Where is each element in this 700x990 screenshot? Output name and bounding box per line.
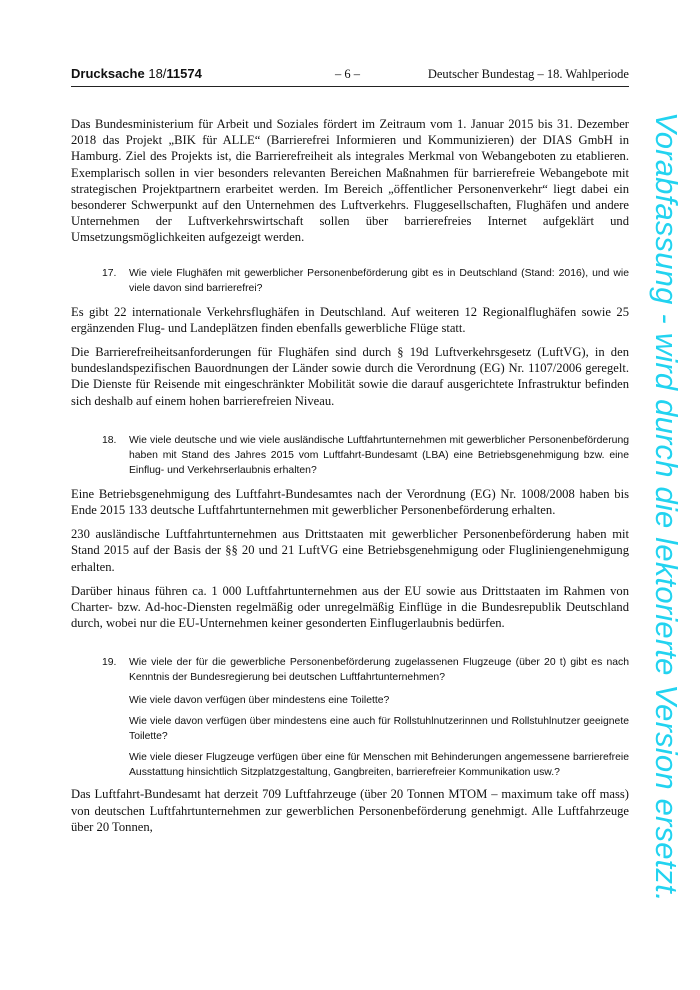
- question-18: [71, 433, 629, 478]
- document-label: Drucksache: [71, 66, 145, 81]
- paragraph-bik-project: Das Bundesministerium für Arbeit und Soziales fördert im Zeitraum vom 1. Januar 2015 bis 31. Dezember 2018 das Projekt „BIK für ALLE“ (Barrierefrei Informieren und Kommunizieren) der DIAS GmbH in Hamburg. Ziel des Projekts ist, die Barrierefreiheit als integrales Merkmal von Webangeboten zu etablieren. Exemplarisch sollen in vier besonders relevanten Bereichen Maßnahmen für barrierefreie Webangebote mit strategischen Projektpartnern erarbeitet werden. Im Bereich „öffentlicher Personenverkehr“ liegt dabei ein besonderer Schwerpunkt auf den Unternehmen des Luftverkehrs. Fluggesellschaften, Flughäfen und andere Unternehmen der Luftverkehrswirtschaft sollen über barrierefreies Internet aufgeklärt und Umsetzungsmöglichkeiten aufgezeigt werden.: [71, 117, 629, 245]
- question-text: Wie viele Flughäfen mit gewerblicher Personenbeförderung gibt es in Deutschland (Stand: 2016), und wie viele davon sind barrierefrei?: [129, 267, 629, 294]
- answer-18-paragraph-3: Darüber hinaus führen ca. 1 000 Luftfahrtunternehmen aus der EU sowie aus Drittstaaten im Rahmen von Charter- bzw. Ad-hoc-Diensten regelmäßig oder unregelmäßig Einflüge in die Bundesrepublik Deutschland durch, wobei nur die EU-Unternehmen keiner gesonderten Einflugerlaubnis bedürfen.: [71, 583, 629, 631]
- question-number: 19.: [102, 657, 117, 669]
- watermark-text: Vorabfassung - wird durch die lektorierte Version ersetzt.: [649, 112, 684, 902]
- answer-18-paragraph-2: 230 ausländische Luftfahrtunternehmen aus Drittstaaten mit gewerblicher Personenbeförderung haben mit Stand 2015 auf der Basis der §§ 20 und 21 LuftVG eine Betriebsgenehmigung oder Flugliniengenehmigung erhalten.: [71, 527, 629, 574]
- answer-17-paragraph-1: Es gibt 22 internationale Verkehrsflughäfen in Deutschland. Auf weiteren 12 Regionalflughäfen sowie 25 ergänzenden Flug- und Landeplätzen finden ebenfalls gewerbliche Flüge statt.: [71, 304, 629, 335]
- page-header: [71, 64, 629, 87]
- question-19-sub-1: Wie viele davon verfügen über mindestens eine Toilette?: [129, 695, 390, 707]
- question-17: [71, 266, 629, 296]
- question-19-sub-3: Wie viele dieser Flugzeuge verfügen über eine für Menschen mit Behinderungen angemessene barrierefreie Ausstattung hinsichtlich Sitzplatzgestaltung, Gangbreiten, barrierefreier Kommunikation usw.?: [129, 752, 629, 779]
- document-number-prefix: 18/: [148, 66, 167, 81]
- page-number: – 6 –: [335, 67, 360, 81]
- question-19: [71, 655, 629, 685]
- document-reference: [71, 66, 202, 81]
- page-body: [71, 116, 629, 843]
- answer-17-paragraph-2: Die Barrierefreiheitsanforderungen für Flughäfen sind durch § 19d Luftverkehrsgesetz (LuftVG), in den bundeslandspezifischen Bauordnungen der Länder sowie durch die Verordnung (EG) Nr. 1107/2006 geregelt. Die Dienste für Reisende mit eingeschränkter Mobilität sowie die darauf ausgerichtete Infrastruktur befinden sich deshalb auf einem hohen barrierefreien Niveau.: [71, 345, 629, 408]
- answer-19-paragraph-1: Das Luftfahrt-Bundesamt hat derzeit 709 Luftfahrzeuge (über 20 Tonnen MTOM – maximum take off mass) von deutschen Luftfahrtunternehmen zur gewerblichen Personenbeförderung genehmigt. Alle Luftfahrzeuge über 20 Tonnen,: [71, 787, 629, 834]
- draft-watermark: [644, 112, 690, 912]
- question-text: Wie viele deutsche und wie viele ausländische Luftfahrtunternehmen mit gewerblicher Personenbeförderung haben mit Stand des Jahres 2015 vom Luftfahrt-Bundesamt (LBA) eine Betriebsgenehmigung bzw. eine Einflug- und Verkehrserlaubnis erhalten?: [129, 434, 629, 476]
- answer-18-paragraph-1: Eine Betriebsgenehmigung des Luftfahrt-Bundesamtes nach der Verordnung (EG) Nr. 1008/2008 haben bis Ende 2015 133 deutsche Luftfahrtunternehmen mit gewerblicher Personenbeförderung erhalten.: [71, 486, 629, 518]
- question-number: 17.: [102, 267, 117, 279]
- publisher-label: Deutscher Bundestag – 18. Wahlperiode: [427, 67, 629, 81]
- question-text: Wie viele der für die gewerbliche Personenbeförderung zugelassenen Flugzeuge (über 20 t) gibt es nach Kenntnis der Bundesregierung bei deutschen Luftfahrtunternehmen?: [129, 657, 629, 684]
- question-number: 18.: [102, 434, 117, 446]
- question-19-sub-2: Wie viele davon verfügen über mindestens eine auch für Rollstuhlnutzerinnen und Rollstuhlnutzer geeignete Toilette?: [129, 716, 629, 743]
- document-number: 11574: [166, 66, 202, 81]
